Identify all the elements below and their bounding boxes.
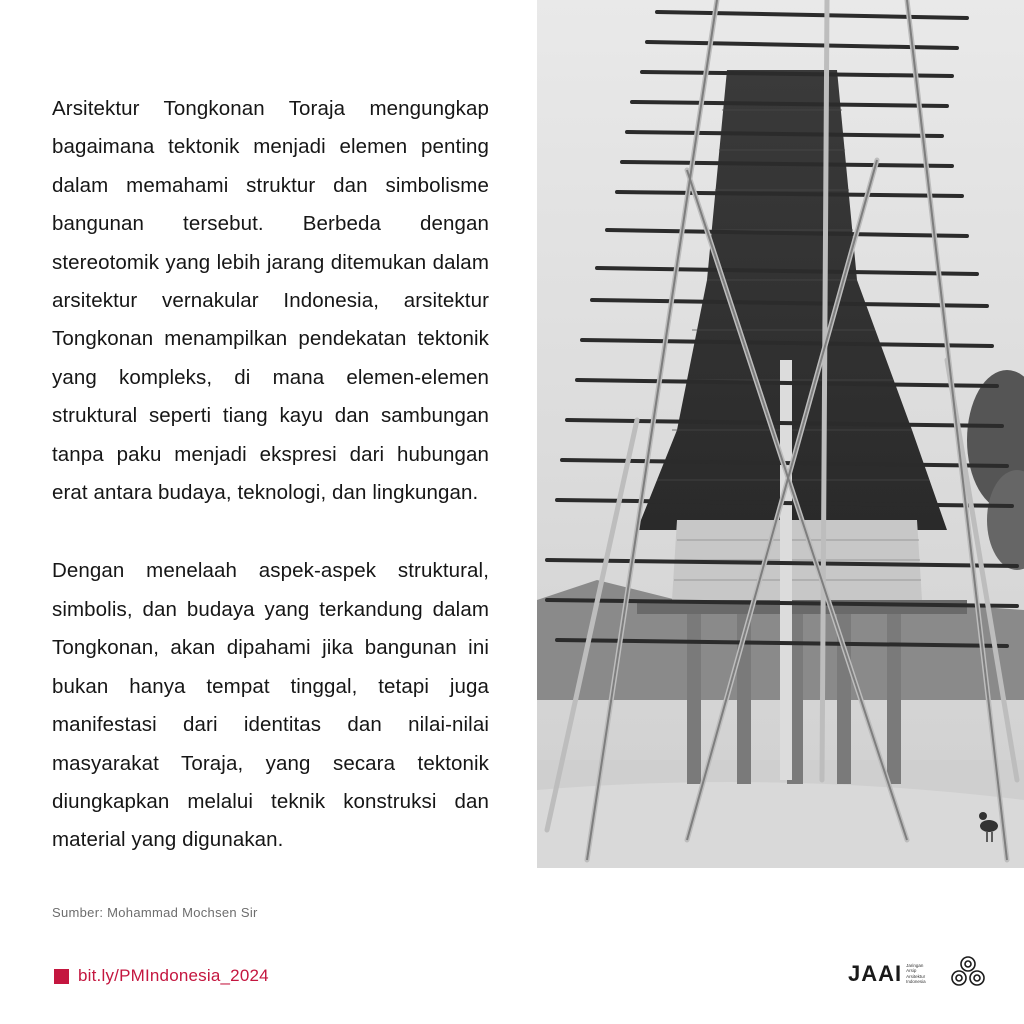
accent-square-icon: [54, 969, 69, 984]
photo-credit: Sumber: Mohammad Mochsen Sir: [52, 905, 258, 920]
logo-subtitle: [906, 963, 936, 985]
logo-subtitle-line: Indonesia: [906, 979, 926, 984]
article-body: [52, 90, 489, 860]
logo-subtitle-line: Arsip: [906, 968, 917, 973]
jaai-logo: [848, 955, 986, 992]
logo-word: JAAI: [848, 960, 903, 986]
link-row[interactable]: [54, 966, 269, 986]
paragraph-2: Dengan menelaah aspek-aspek struktural, simbolis, dan budaya yang terkandung dalam Tongkonan, akan dipahami jika bangunan ini bukan hanya tempat tinggal, tetapi juga manifestasi dari identitas dan nilai-nilai masyarakat Toraja, yang secara tektonik diungkapkan melalui teknik konstruksi dan material yang digunakan.: [52, 559, 489, 852]
paragraph-1: Arsitektur Tongkonan Toraja mengungkap bagaimana tektonik menjadi elemen penting dalam memahami struktur dan simbolisme bangunan tersebut. Berbeda dengan stereotomik yang lebih jarang ditemukan dalam arsitektur vernakular Indonesia, arsitektur Tongkonan menampilkan pendekatan tektonik yang kompleks, di mana elemen-elemen struktural seperti tiang kayu dan sambungan tanpa paku menjadi ekspresi dari hubungan erat antara budaya, teknologi, dan lingkungan.: [52, 97, 489, 505]
logo-subtitle-line: Jaringan: [906, 962, 924, 968]
tongkonan-photo: [537, 0, 1024, 868]
short-link[interactable]: bit.ly/PMIndonesia_2024: [78, 966, 269, 985]
tongkonan-scaffold-illustration: [537, 0, 1024, 868]
logo-subtitle-line: Arsitektur: [906, 973, 926, 979]
triple-spiral-icon: [950, 955, 986, 992]
